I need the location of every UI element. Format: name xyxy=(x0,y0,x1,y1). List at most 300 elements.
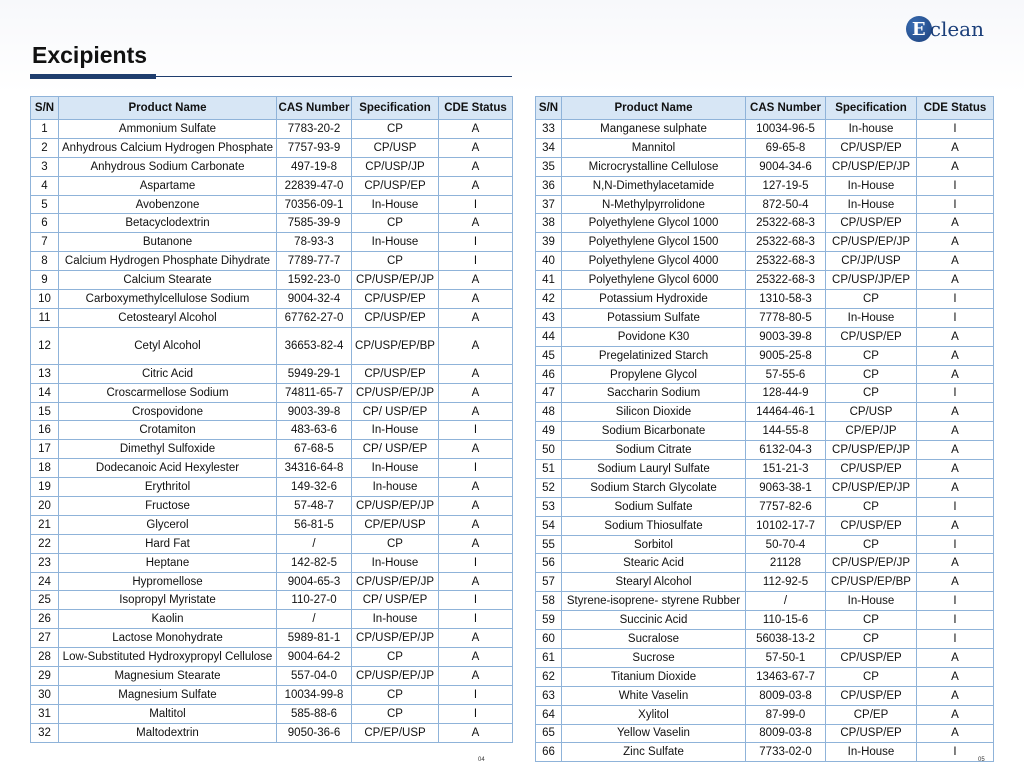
cell-cas-number: 1310-58-3 xyxy=(746,290,826,309)
table-row xyxy=(536,611,994,630)
excipients-table-left xyxy=(30,96,513,743)
cell-product-name: Crotamiton xyxy=(59,421,277,440)
cell-sn: 57 xyxy=(536,573,562,592)
cell-sn: 46 xyxy=(536,365,562,384)
cell-product-name: White Vaselin xyxy=(562,686,746,705)
cell-specification: In-House xyxy=(352,233,439,252)
table-row xyxy=(536,460,994,479)
cell-sn: 12 xyxy=(31,327,59,364)
cell-specification: CP/ USP/EP xyxy=(352,591,439,610)
cell-specification: In-house xyxy=(352,478,439,497)
cell-cas-number: 151-21-3 xyxy=(746,460,826,479)
cell-product-name: Sucralose xyxy=(562,630,746,649)
table-row xyxy=(31,327,513,364)
cell-cde-status: A xyxy=(917,460,994,479)
cell-cde-status: A xyxy=(439,120,513,139)
cell-product-name: Crospovidone xyxy=(59,402,277,421)
cell-cde-status: A xyxy=(439,290,513,309)
cell-product-name: Anhydrous Calcium Hydrogen Phosphate xyxy=(59,138,277,157)
table-row xyxy=(31,648,513,667)
cell-cas-number: 36653-82-4 xyxy=(277,327,352,364)
cell-product-name: Fructose xyxy=(59,497,277,516)
cell-cas-number: 112-92-5 xyxy=(746,573,826,592)
table-row xyxy=(31,383,513,402)
cell-sn: 30 xyxy=(31,685,59,704)
cell-sn: 40 xyxy=(536,252,562,271)
cell-cde-status: I xyxy=(439,685,513,704)
cell-cde-status: A xyxy=(917,554,994,573)
table-row xyxy=(31,120,513,139)
cell-product-name: Citric Acid xyxy=(59,364,277,383)
cell-sn: 5 xyxy=(31,195,59,214)
table-row xyxy=(31,214,513,233)
cell-specification: CP/USP/EP/BP xyxy=(352,327,439,364)
table-row xyxy=(536,157,994,176)
table-row xyxy=(536,233,994,252)
header-cas-number: CAS Number xyxy=(277,97,352,120)
cell-product-name: Cetyl Alcohol xyxy=(59,327,277,364)
cell-cde-status: A xyxy=(439,648,513,667)
cell-product-name: Stearyl Alcohol xyxy=(562,573,746,592)
cell-specification: CP xyxy=(352,120,439,139)
table-row xyxy=(31,478,513,497)
excipients-table-right xyxy=(535,96,994,762)
cell-sn: 15 xyxy=(31,402,59,421)
cell-cas-number: 5989-81-1 xyxy=(277,629,352,648)
cell-cas-number: 13463-67-7 xyxy=(746,667,826,686)
table-row xyxy=(536,176,994,195)
cell-specification: CP/EP/JP xyxy=(826,422,917,441)
cell-specification: CP xyxy=(352,214,439,233)
cell-sn: 48 xyxy=(536,403,562,422)
cell-cde-status: A xyxy=(917,667,994,686)
cell-product-name: Stearic Acid xyxy=(562,554,746,573)
cell-product-name: Propylene Glycol xyxy=(562,365,746,384)
cell-sn: 21 xyxy=(31,515,59,534)
cell-specification: CP/USP/EP xyxy=(826,516,917,535)
cell-product-name: Sucrose xyxy=(562,648,746,667)
cell-sn: 53 xyxy=(536,497,562,516)
cell-cas-number: 9050-36-6 xyxy=(277,723,352,742)
cell-cde-status: A xyxy=(917,214,994,233)
table-header-row xyxy=(536,97,994,120)
cell-specification: In-House xyxy=(352,553,439,572)
title-underline-accent xyxy=(30,74,156,79)
cell-sn: 35 xyxy=(536,157,562,176)
cell-cde-status: A xyxy=(917,157,994,176)
cell-product-name: Betacyclodextrin xyxy=(59,214,277,233)
table-row xyxy=(31,610,513,629)
cell-sn: 4 xyxy=(31,176,59,195)
cell-cas-number: 6132-04-3 xyxy=(746,441,826,460)
cell-cde-status: A xyxy=(439,478,513,497)
cell-specification: CP xyxy=(826,535,917,554)
cell-specification: CP/USP/EP/JP xyxy=(352,497,439,516)
cell-specification: CP xyxy=(826,630,917,649)
cell-product-name: Ammonium Sulfate xyxy=(59,120,277,139)
cell-cde-status: A xyxy=(439,667,513,686)
cell-cde-status: A xyxy=(917,724,994,743)
cell-product-name: N,N-Dimethylacetamide xyxy=(562,176,746,195)
cell-cde-status: A xyxy=(917,252,994,271)
cell-sn: 7 xyxy=(31,233,59,252)
cell-cde-status: A xyxy=(917,648,994,667)
cell-specification: CP/USP/EP/JP xyxy=(352,629,439,648)
cell-product-name: Kaolin xyxy=(59,610,277,629)
cell-cde-status: A xyxy=(439,402,513,421)
cell-specification: CP/USP/EP xyxy=(826,138,917,157)
table-row xyxy=(31,233,513,252)
table-row xyxy=(31,364,513,383)
cell-specification: In-House xyxy=(826,176,917,195)
cell-specification: CP xyxy=(826,346,917,365)
header-cde-status: CDE Status xyxy=(439,97,513,120)
table-row xyxy=(31,459,513,478)
cell-product-name: Zinc Sulfate xyxy=(562,743,746,762)
cell-specification: CP/USP/EP/JP xyxy=(352,572,439,591)
cell-sn: 3 xyxy=(31,157,59,176)
cell-product-name: Polyethylene Glycol 1500 xyxy=(562,233,746,252)
cell-specification: CP/USP/EP/JP xyxy=(352,383,439,402)
cell-specification: CP xyxy=(352,534,439,553)
table-row xyxy=(31,667,513,686)
cell-cde-status: I xyxy=(439,591,513,610)
cell-cas-number: 110-15-6 xyxy=(746,611,826,630)
cell-cde-status: I xyxy=(439,233,513,252)
cell-cas-number: 56038-13-2 xyxy=(746,630,826,649)
cell-cas-number: 50-70-4 xyxy=(746,535,826,554)
table-row xyxy=(31,515,513,534)
cell-cde-status: I xyxy=(439,553,513,572)
cell-cas-number: 25322-68-3 xyxy=(746,271,826,290)
cell-cas-number: 149-32-6 xyxy=(277,478,352,497)
cell-cde-status: I xyxy=(439,252,513,271)
cell-cas-number: 7789-77-7 xyxy=(277,252,352,271)
table-row xyxy=(31,290,513,309)
cell-specification: CP/USP/EP xyxy=(352,308,439,327)
cell-sn: 14 xyxy=(31,383,59,402)
cell-cas-number: 10102-17-7 xyxy=(746,516,826,535)
cell-cas-number: 585-88-6 xyxy=(277,704,352,723)
cell-specification: CP/USP xyxy=(352,138,439,157)
cell-cas-number: 483-63-6 xyxy=(277,421,352,440)
table-row xyxy=(31,704,513,723)
cell-specification: In-House xyxy=(352,195,439,214)
cell-sn: 66 xyxy=(536,743,562,762)
cell-cas-number: 25322-68-3 xyxy=(746,252,826,271)
page-title: Excipients xyxy=(32,42,148,68)
header-cde-status: CDE Status xyxy=(917,97,994,120)
cell-cas-number: 69-65-8 xyxy=(746,138,826,157)
cell-cas-number: 9004-65-3 xyxy=(277,572,352,591)
cell-cas-number: 57-50-1 xyxy=(746,648,826,667)
cell-product-name: Maltodextrin xyxy=(59,723,277,742)
cell-sn: 28 xyxy=(31,648,59,667)
cell-sn: 8 xyxy=(31,252,59,271)
cell-product-name: Lactose Monohydrate xyxy=(59,629,277,648)
cell-product-name: Povidone K30 xyxy=(562,327,746,346)
header-specification: Specification xyxy=(352,97,439,120)
cell-sn: 16 xyxy=(31,421,59,440)
cell-specification: CP/USP/EP xyxy=(352,364,439,383)
cell-cde-status: I xyxy=(917,290,994,309)
cell-specification: CP/USP/EP/JP xyxy=(826,554,917,573)
cell-product-name: Potassium Hydroxide xyxy=(562,290,746,309)
cell-cas-number: 70356-09-1 xyxy=(277,195,352,214)
table-row xyxy=(536,686,994,705)
cell-cde-status: I xyxy=(439,704,513,723)
table-row xyxy=(536,346,994,365)
cell-cde-status: I xyxy=(439,195,513,214)
cell-sn: 65 xyxy=(536,724,562,743)
cell-product-name: Pregelatinized Starch xyxy=(562,346,746,365)
cell-specification: CP xyxy=(352,704,439,723)
cell-product-name: Sorbitol xyxy=(562,535,746,554)
cell-sn: 50 xyxy=(536,441,562,460)
table-row xyxy=(31,497,513,516)
cell-product-name: Erythritol xyxy=(59,478,277,497)
cell-product-name: Sodium Bicarbonate xyxy=(562,422,746,441)
cell-product-name: Styrene-isoprene- styrene Rubber xyxy=(562,592,746,611)
table-row xyxy=(536,138,994,157)
cell-product-name: Aspartame xyxy=(59,176,277,195)
cell-sn: 27 xyxy=(31,629,59,648)
cell-cde-status: I xyxy=(917,497,994,516)
cell-specification: In-House xyxy=(352,421,439,440)
cell-cde-status: A xyxy=(439,534,513,553)
cell-sn: 29 xyxy=(31,667,59,686)
table-row xyxy=(31,421,513,440)
cell-sn: 43 xyxy=(536,308,562,327)
cell-cas-number: 7757-82-6 xyxy=(746,497,826,516)
cell-specification: CP/USP/EP/JP xyxy=(826,478,917,497)
cell-product-name: Yellow Vaselin xyxy=(562,724,746,743)
cell-cas-number: 10034-96-5 xyxy=(746,120,826,139)
cell-specification: CP/USP/JP xyxy=(352,157,439,176)
cell-sn: 54 xyxy=(536,516,562,535)
table-row xyxy=(536,516,994,535)
cell-cde-status: I xyxy=(439,610,513,629)
header-sn: S/N xyxy=(536,97,562,120)
cell-sn: 61 xyxy=(536,648,562,667)
cell-sn: 20 xyxy=(31,497,59,516)
cell-specification: CP xyxy=(352,252,439,271)
cell-cde-status: A xyxy=(917,233,994,252)
cell-product-name: Calcium Stearate xyxy=(59,271,277,290)
cell-cde-status: I xyxy=(917,611,994,630)
cell-product-name: Potassium Sulfate xyxy=(562,308,746,327)
eclean-logo-icon: E xyxy=(906,16,932,42)
cell-product-name: Mannitol xyxy=(562,138,746,157)
cell-sn: 42 xyxy=(536,290,562,309)
cell-sn: 1 xyxy=(31,120,59,139)
title-underline xyxy=(156,76,512,77)
cell-cde-status: A xyxy=(439,497,513,516)
cell-product-name: Low-Substituted Hydroxypropyl Cellulose xyxy=(59,648,277,667)
cell-sn: 32 xyxy=(31,723,59,742)
cell-specification: CP/ USP/EP xyxy=(352,402,439,421)
cell-cde-status: A xyxy=(439,515,513,534)
cell-cas-number: 127-19-5 xyxy=(746,176,826,195)
cell-cde-status: A xyxy=(917,403,994,422)
cell-product-name: Carboxymethylcellulose Sodium xyxy=(59,290,277,309)
cell-sn: 17 xyxy=(31,440,59,459)
cell-product-name: Polyethylene Glycol 4000 xyxy=(562,252,746,271)
cell-cde-status: A xyxy=(439,271,513,290)
table-row xyxy=(536,554,994,573)
cell-cas-number: 9063-38-1 xyxy=(746,478,826,497)
cell-sn: 34 xyxy=(536,138,562,157)
cell-cas-number: 9005-25-8 xyxy=(746,346,826,365)
cell-cde-status: A xyxy=(917,346,994,365)
cell-sn: 31 xyxy=(31,704,59,723)
cell-cde-status: A xyxy=(917,441,994,460)
header-cas-number: CAS Number xyxy=(746,97,826,120)
cell-cas-number: 142-82-5 xyxy=(277,553,352,572)
cell-cde-status: A xyxy=(917,365,994,384)
cell-cde-status: A xyxy=(439,157,513,176)
cell-product-name: Avobenzone xyxy=(59,195,277,214)
table-row xyxy=(31,629,513,648)
table-row xyxy=(536,573,994,592)
table-row xyxy=(536,365,994,384)
cell-product-name: Sodium Lauryl Sulfate xyxy=(562,460,746,479)
cell-cas-number: / xyxy=(277,610,352,629)
cell-cas-number: 9003-39-8 xyxy=(746,327,826,346)
cell-sn: 58 xyxy=(536,592,562,611)
cell-cas-number: 8009-03-8 xyxy=(746,724,826,743)
cell-product-name: Butanone xyxy=(59,233,277,252)
cell-specification: CP/USP/EP/BP xyxy=(826,573,917,592)
cell-specification: CP/USP/EP xyxy=(352,290,439,309)
logo-text: clean xyxy=(929,17,984,41)
cell-cde-status: I xyxy=(439,459,513,478)
cell-specification: CP xyxy=(826,365,917,384)
table-row xyxy=(536,195,994,214)
table-row xyxy=(31,723,513,742)
page-number-left: 04 xyxy=(478,757,485,763)
cell-specification: In-House xyxy=(826,195,917,214)
table-row xyxy=(31,176,513,195)
cell-specification: In-House xyxy=(352,459,439,478)
cell-cas-number: 67762-27-0 xyxy=(277,308,352,327)
cell-cde-status: A xyxy=(439,138,513,157)
cell-cde-status: A xyxy=(439,440,513,459)
header-product-name: Product Name xyxy=(562,97,746,120)
table-row xyxy=(536,308,994,327)
cell-specification: In-house xyxy=(352,610,439,629)
table-row xyxy=(536,535,994,554)
cell-sn: 49 xyxy=(536,422,562,441)
cell-specification: In-House xyxy=(826,592,917,611)
cell-sn: 13 xyxy=(31,364,59,383)
cell-specification: CP/USP/EP xyxy=(826,724,917,743)
cell-specification: CP/USP/JP/EP xyxy=(826,271,917,290)
cell-cde-status: A xyxy=(439,629,513,648)
cell-cde-status: A xyxy=(439,308,513,327)
cell-cas-number: 110-27-0 xyxy=(277,591,352,610)
table-row xyxy=(536,630,994,649)
cell-cas-number: 497-19-8 xyxy=(277,157,352,176)
cell-specification: CP xyxy=(826,384,917,403)
cell-sn: 55 xyxy=(536,535,562,554)
cell-specification: CP/USP/EP/JP xyxy=(826,233,917,252)
table-row xyxy=(31,572,513,591)
cell-sn: 19 xyxy=(31,478,59,497)
cell-cas-number: 56-81-5 xyxy=(277,515,352,534)
cell-cde-status: A xyxy=(917,327,994,346)
cell-specification: CP/JP/USP xyxy=(826,252,917,271)
cell-specification: CP/USP/EP/JP xyxy=(352,271,439,290)
cell-sn: 60 xyxy=(536,630,562,649)
cell-sn: 56 xyxy=(536,554,562,573)
cell-sn: 52 xyxy=(536,478,562,497)
cell-cas-number: 10034-99-8 xyxy=(277,685,352,704)
header-specification: Specification xyxy=(826,97,917,120)
cell-cas-number: 78-93-3 xyxy=(277,233,352,252)
cell-sn: 23 xyxy=(31,553,59,572)
table-row xyxy=(31,138,513,157)
page-number-right: 05 xyxy=(978,757,985,763)
table-row xyxy=(31,534,513,553)
table-row xyxy=(536,422,994,441)
cell-product-name: Saccharin Sodium xyxy=(562,384,746,403)
cell-cas-number: 14464-46-1 xyxy=(746,403,826,422)
table-row xyxy=(31,440,513,459)
cell-sn: 47 xyxy=(536,384,562,403)
cell-specification: CP/USP xyxy=(826,403,917,422)
cell-cde-status: A xyxy=(439,214,513,233)
cell-product-name: Sodium Starch Glycolate xyxy=(562,478,746,497)
cell-sn: 18 xyxy=(31,459,59,478)
cell-specification: CP xyxy=(826,611,917,630)
table-row xyxy=(536,271,994,290)
table-row xyxy=(536,290,994,309)
cell-sn: 26 xyxy=(31,610,59,629)
cell-sn: 38 xyxy=(536,214,562,233)
cell-product-name: Manganese sulphate xyxy=(562,120,746,139)
cell-sn: 11 xyxy=(31,308,59,327)
cell-sn: 64 xyxy=(536,705,562,724)
table-row xyxy=(536,497,994,516)
cell-cas-number: 9004-32-4 xyxy=(277,290,352,309)
cell-cas-number: 22839-47-0 xyxy=(277,176,352,195)
table-row xyxy=(31,271,513,290)
cell-specification: CP xyxy=(826,667,917,686)
cell-specification: In-House xyxy=(826,743,917,762)
cell-cas-number: / xyxy=(277,534,352,553)
cell-cas-number: 5949-29-1 xyxy=(277,364,352,383)
cell-cde-status: I xyxy=(917,176,994,195)
cell-sn: 9 xyxy=(31,271,59,290)
cell-cde-status: A xyxy=(439,723,513,742)
cell-sn: 39 xyxy=(536,233,562,252)
cell-sn: 33 xyxy=(536,120,562,139)
cell-sn: 44 xyxy=(536,327,562,346)
cell-sn: 6 xyxy=(31,214,59,233)
cell-specification: CP/USP/EP xyxy=(352,176,439,195)
cell-cas-number: 8009-03-8 xyxy=(746,686,826,705)
cell-specification: CP/USP/EP xyxy=(826,686,917,705)
cell-specification: CP/USP/EP/JP xyxy=(352,667,439,686)
cell-cde-status: A xyxy=(917,705,994,724)
cell-cas-number: 872-50-4 xyxy=(746,195,826,214)
table-row xyxy=(536,478,994,497)
cell-cde-status: I xyxy=(917,195,994,214)
table-row xyxy=(536,327,994,346)
table-row xyxy=(31,553,513,572)
table-header-row xyxy=(31,97,513,120)
